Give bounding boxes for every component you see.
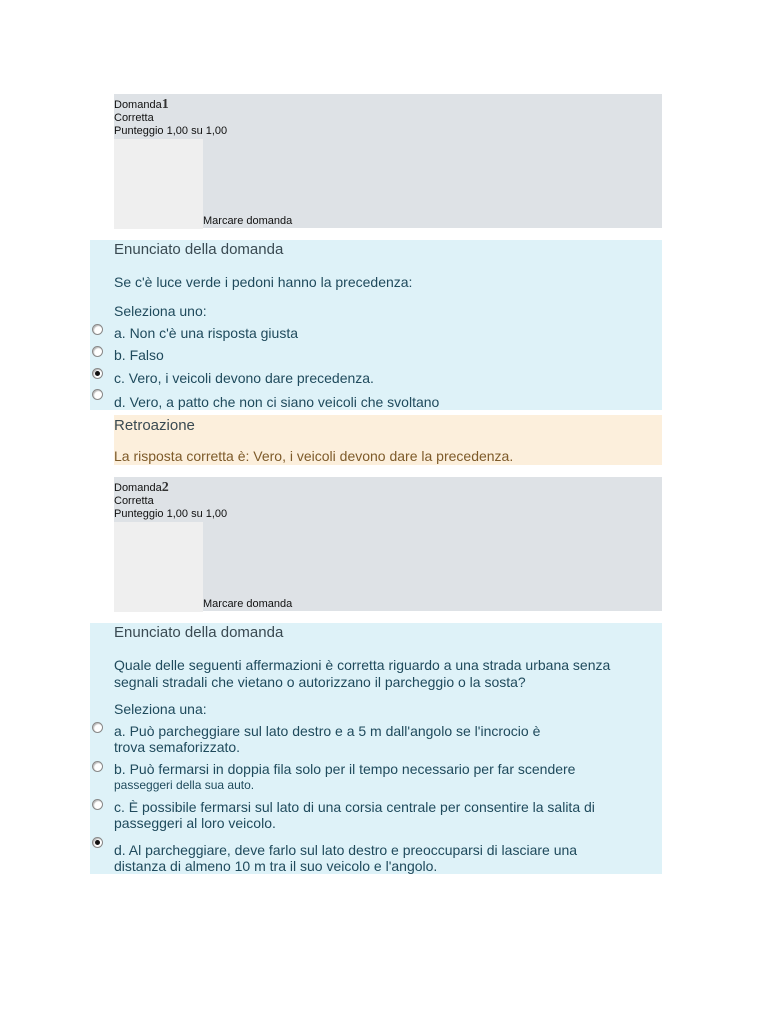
question-label: Domanda [114,482,162,494]
flag-placeholder [114,522,203,612]
question-2-prompt: Seleziona una: [114,701,207,717]
question-1-feedback [114,415,662,465]
answer-option-label [114,761,575,793]
flag-placeholder [114,139,203,229]
answer-option[interactable] [90,388,650,408]
question-number: 2 [161,480,169,495]
answer-option-line: distanza di almeno 10 m tra il suo veicolo e l'angolo. [114,858,438,874]
question-2-formulation [90,623,662,874]
answer-option-line: b. Può fermarsi in doppia fila solo per il tempo necessario per far scendere [114,761,576,777]
radio-button[interactable] [92,722,103,733]
question-2-info [114,477,662,611]
question-2-text [114,657,634,691]
radio-button[interactable] [92,799,103,810]
radio-button[interactable] [92,761,103,772]
answer-option-label [114,842,577,874]
question-2-status: Corretta [114,495,154,507]
answer-option-line: a. Può parcheggiare sul lato destro e a 5 m dall'angolo se l'incrocio è [114,723,541,739]
answer-option-label [114,723,540,755]
answer-option-line: d. Al parcheggiare, deve farlo sul lato destro e preoccuparsi di lasciare una [114,842,578,858]
answer-option[interactable] [90,760,650,796]
question-1-score: Punteggio 1,00 su 1,00 [114,125,228,137]
question-1-prompt: Seleziona uno: [114,303,207,319]
question-1-formulation [90,240,662,410]
answer-option-label: c. Vero, i veicoli devono dare precedenza. [114,370,374,386]
answer-option-line: passeggeri della sua auto. [114,778,255,792]
answer-option-line: trova semaforizzato. [114,739,241,755]
answer-option[interactable] [90,721,650,757]
question-2-text-line: segnali stradali che vietano o autorizzano il parcheggio o la sosta? [114,674,526,690]
answer-option[interactable] [90,322,650,342]
question-1-heading: Enunciato della domanda [114,241,284,258]
question-label: Domanda [114,99,162,111]
answer-option-label [114,799,595,831]
radio-button-checked[interactable] [92,837,103,848]
answer-option[interactable] [90,366,650,386]
answer-option[interactable] [90,798,650,834]
radio-button-checked[interactable] [92,368,103,379]
question-1-status: Corretta [114,112,154,124]
question-1-info [114,94,662,228]
correct-answer-text: La risposta corretta è: Vero, i veicoli devono dare la precedenza. [114,448,514,464]
radio-button[interactable] [92,389,103,400]
radio-button[interactable] [92,324,103,335]
answer-option-label: a. Non c'è una risposta giusta [114,325,299,341]
question-2-title [114,477,662,495]
radio-button[interactable] [92,346,103,357]
answer-option-label: d. Vero, a patto che non ci siano veicoli che svoltano [114,394,440,410]
question-2-text-line: Quale delle seguenti affermazioni è corretta riguardo a una strada urbana senza [114,657,611,673]
answer-option[interactable] [90,836,650,872]
answer-option[interactable] [90,344,650,364]
flag-question-link[interactable]: Marcare domanda [203,598,293,610]
flag-question-link[interactable]: Marcare domanda [203,215,293,227]
question-number: 1 [161,97,169,112]
question-2-heading: Enunciato della domanda [114,624,284,641]
question-1-text: Se c'è luce verde i pedoni hanno la precedenza: [114,274,413,290]
answer-option-line: passeggeri al loro veicolo. [114,815,276,831]
question-1-title [114,94,662,112]
answer-option-line: c. È possibile fermarsi sul lato di una corsia centrale per consentire la salita di [114,799,595,815]
feedback-heading: Retroazione [114,417,195,434]
question-2-score: Punteggio 1,00 su 1,00 [114,508,228,520]
answer-option-label: b. Falso [114,347,164,363]
